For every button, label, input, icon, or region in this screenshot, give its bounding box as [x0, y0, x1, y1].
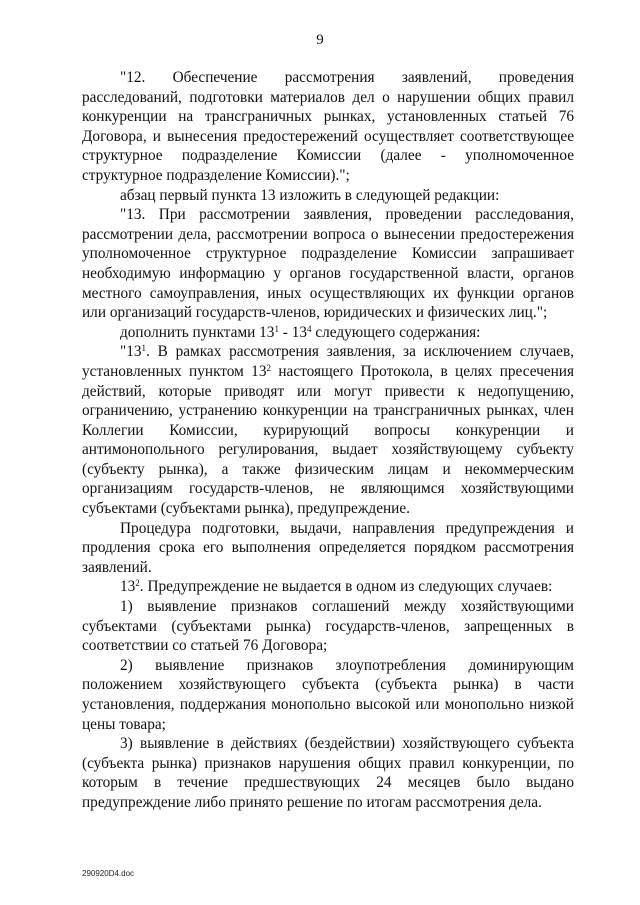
paragraph-procedure: Процедура подготовки, выдачи, направления предупреждения и продления срока его выполнения определяется порядком рассмотрения заявлений. — [82, 519, 574, 576]
list-item-1: 1) выявление признаков соглашений между хозяйствующими субъектами (субъектами рынка) государств-членов, запрещенных в соответствии со статьей 76 Договора; — [82, 598, 574, 655]
superscript: 4 — [307, 323, 312, 334]
instruction-add-items — [82, 323, 574, 343]
paragraph-item-13-1 — [82, 342, 574, 518]
instruction-replace-item-13: абзац первый пункта 13 изложить в следующей редакции: — [120, 186, 500, 204]
paragraph-item-12: "12. Обеспечение рассмотрения заявлений, проведения расследований, подготовки материалов дел о нарушении общих правил конкуренции на трансграничных рынках, установленных статьей 76 Договора, и вынесения предостережений осуществляет соответствующее структурное подразделение Комиссии (далее - уполномоченное структурное подразделение Комиссии)."; — [82, 69, 574, 184]
document-body — [82, 68, 574, 813]
instruction-text-c: следующего содержания: — [311, 323, 481, 341]
superscript: 2 — [135, 578, 140, 589]
paragraph-item-13-2 — [82, 577, 574, 597]
item-13-2-text-a: 13 — [120, 578, 136, 596]
instruction-text-b: - 13 — [278, 323, 308, 341]
item-13-1-text-c: настоящего Протокола, в целях пресечения действий, которые приводят или могут привести к недопущению, ограничению, устранению конкуренции на трансграничных рынках, член Коллегии Комиссии, курирующий вопросы конкуренции и антимонопольного регулирования, выдает хозяйствующему субъекту (субъекту рынка), а также физическим лицам и некоммерческим организациям государств-членов, не являющимся хозяйствующими субъектами (субъектами рынка), предупреждение. — [82, 362, 574, 518]
superscript: 2 — [266, 362, 271, 373]
list-item-2: 2) выявление признаков злоупотребления доминирующим положением хозяйствующего субъекта (субъекта рынка) в части установления, поддержания монопольно высокой или монопольно низкой цены товара; — [82, 656, 574, 733]
footer-filename: 290920D4.doc — [82, 869, 135, 878]
item-13-2-text-b: . Предупреждение не выдается в одном из следующих случаев: — [139, 578, 553, 596]
item-13-1-text-b: . В рамках рассмотрения заявления, за исключением случаев, установленных пунктом 13 — [82, 343, 574, 380]
page-number: 9 — [316, 32, 324, 48]
instruction-text-a: дополнить пунктами 13 — [120, 323, 275, 341]
superscript: 1 — [141, 343, 147, 354]
paragraph-item-13: "13. При рассмотрении заявления, проведении расследования, рассмотрении дела, рассмотрении вопроса о вынесении предостережения уполномоченное структурное подразделение Комиссии запрашивает необходимую информацию у органов государственной власти, органов местного самоуправления, иных осуществляющих их функции органов или организаций государств-членов, юридических и физических лиц."; — [82, 206, 574, 322]
superscript: 1 — [274, 323, 279, 334]
item-13-1-text-a: "13 — [120, 343, 142, 361]
list-item-3: 3) выявление в действиях (бездействии) хозяйствующего субъекта (субъекта рынка) признаков нарушения общих правил конкуренции, по которым в течение предшествующих 24 месяцев было выдано предупреждение либо принято решение по итогам рассмотрения дела. — [82, 735, 574, 811]
